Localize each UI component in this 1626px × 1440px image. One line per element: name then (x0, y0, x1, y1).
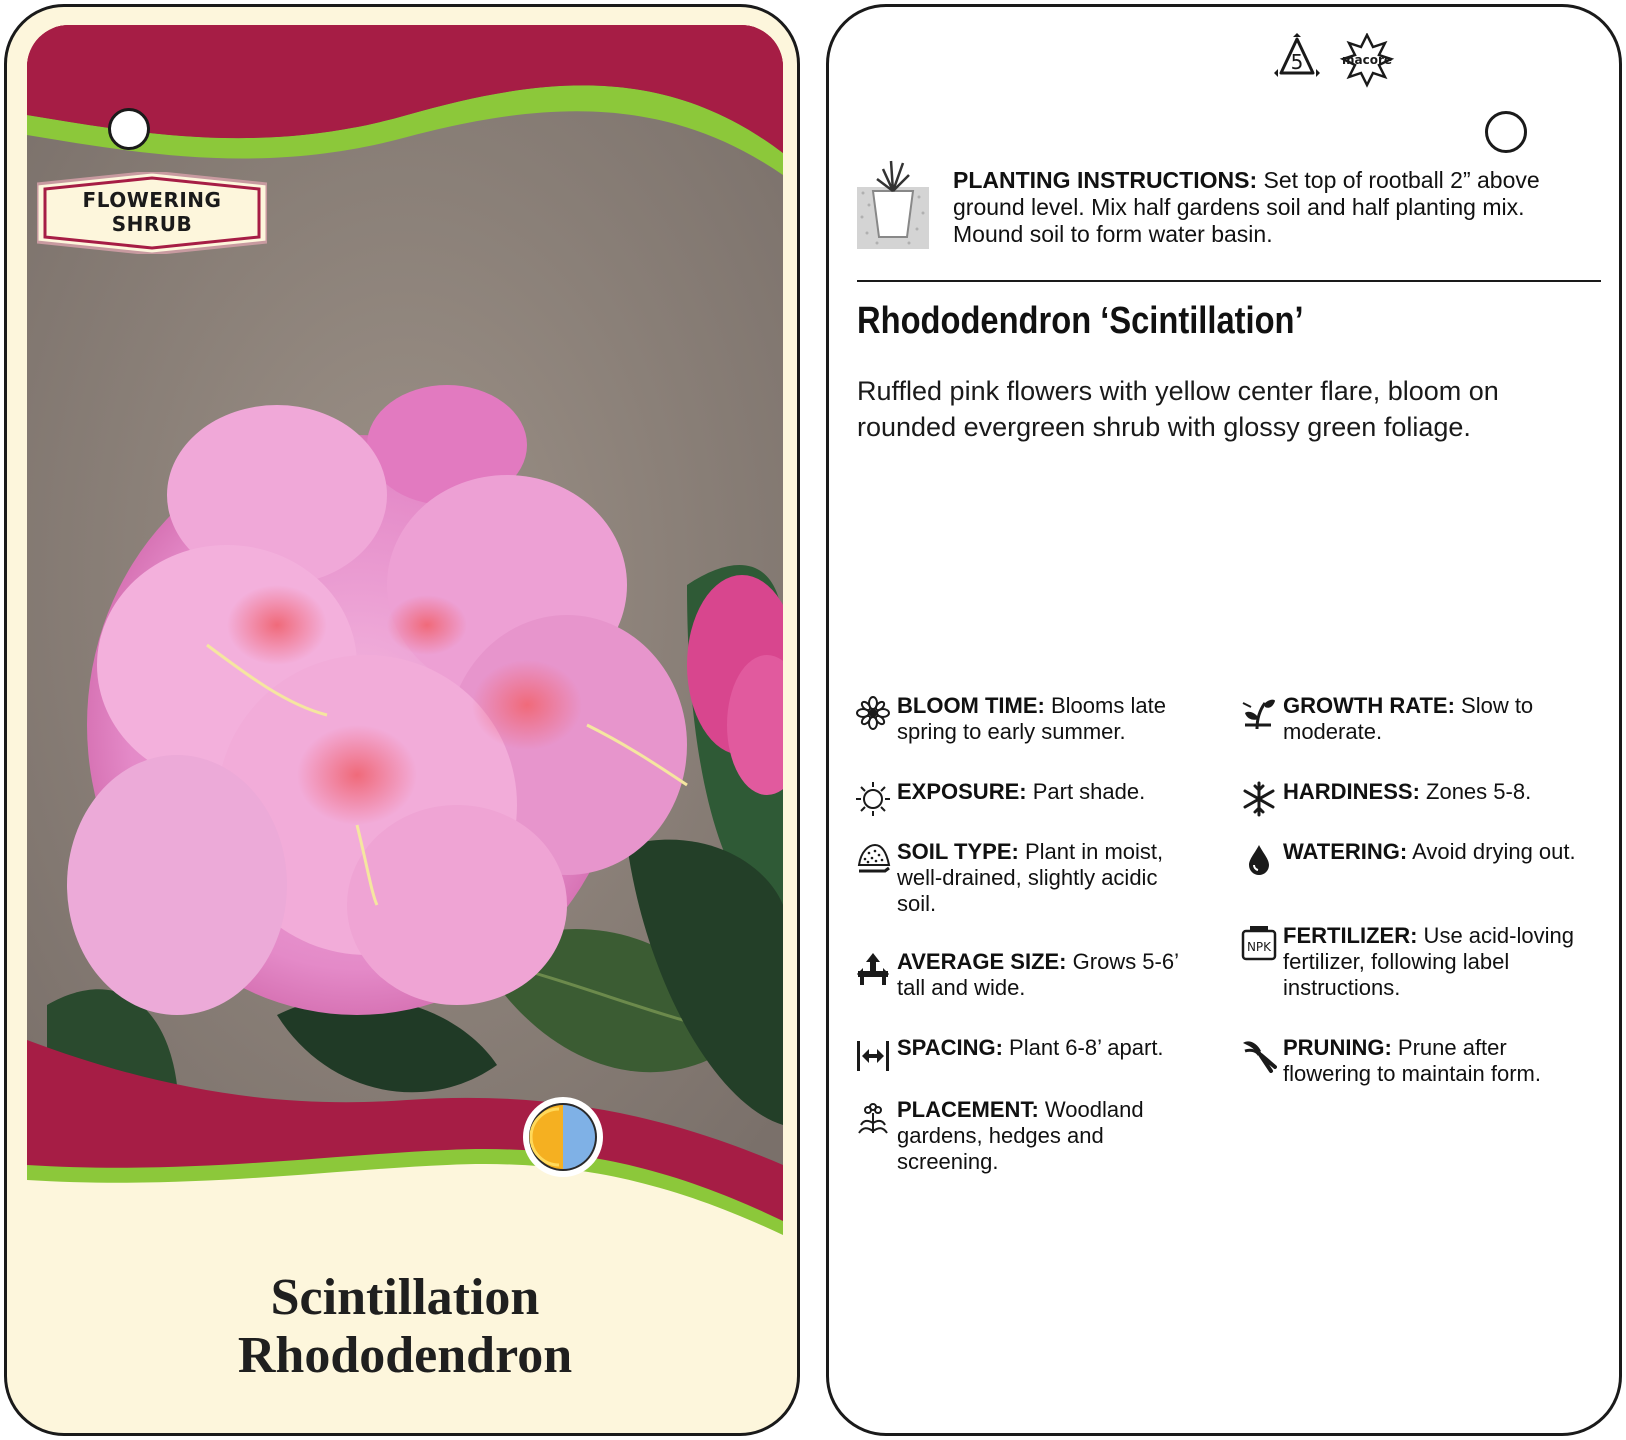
planting-pot-icon (857, 153, 929, 249)
item-text: Blooms late spring to early summer. (897, 693, 1166, 744)
category-text (37, 188, 267, 236)
sun-outline-icon (855, 781, 891, 817)
item-label: PLACEMENT: (897, 1097, 1039, 1122)
planting-instructions (953, 167, 1573, 248)
item-text: Part shade. (1026, 779, 1146, 804)
item-label: FERTILIZER: (1283, 923, 1418, 948)
botanical-name: Rhododendron ‘Scintillation’ (857, 300, 1304, 342)
item-text: Use acid-loving fertilizer, following label instructions. (1283, 923, 1574, 1000)
planting-text: Set top of rootball 2” above ground level. Mix half gardens soil and half planting mix. Mound soil to form water basin. (953, 167, 1540, 247)
fertilizer-npk-icon (1241, 925, 1277, 961)
item-label: BLOOM TIME: (897, 693, 1045, 718)
category-line-2: SHRUB (111, 212, 193, 236)
item-text: Prune after flowering to maintain form. (1283, 1035, 1541, 1086)
placement-icon (855, 1099, 891, 1135)
water-drop-icon (1241, 841, 1277, 877)
svg-text:5: 5 (1290, 50, 1304, 74)
sprout-icon (1241, 695, 1277, 731)
snowflake-icon (1241, 781, 1277, 817)
common-name (7, 1269, 800, 1385)
svg-text:macore: macore (1341, 53, 1393, 67)
item-label: EXPOSURE: (897, 779, 1027, 804)
svg-text:NPK: NPK (1246, 940, 1272, 954)
item-text: Avoid drying out. (1407, 839, 1576, 864)
recycle-icon (1274, 33, 1320, 77)
item-label: WATERING: (1283, 839, 1408, 864)
macore-logo (1342, 35, 1392, 85)
planting-label: PLANTING INSTRUCTIONS: (953, 167, 1258, 193)
hang-hole (1485, 111, 1527, 153)
item-text: Plant in moist, well-drained, slightly acidic soil. (897, 839, 1164, 916)
category-badge (37, 172, 267, 254)
item-label: GROWTH RATE: (1283, 693, 1455, 718)
size-icon (855, 951, 891, 987)
item-text: Zones 5-8. (1419, 779, 1532, 804)
item-text: Woodland gardens, hedges and screening. (897, 1097, 1144, 1174)
item-label: SOIL TYPE: (897, 839, 1019, 864)
part-shade-sun-icon (521, 1095, 605, 1179)
divider (857, 280, 1601, 282)
hang-hole (108, 108, 150, 150)
recycle-and-brand-logos (1273, 33, 1403, 91)
item-text: Plant 6-8’ apart. (1002, 1035, 1164, 1060)
pruners-icon (1241, 1037, 1277, 1073)
item-label: PRUNING: (1283, 1035, 1392, 1060)
item-text: Slow to moderate. (1283, 693, 1534, 744)
spacing-icon (855, 1037, 891, 1073)
item-label: SPACING: (897, 1035, 1003, 1060)
item-label: HARDINESS: (1283, 779, 1420, 804)
soil-icon (855, 841, 891, 877)
common-name-line-1: Scintillation (270, 1269, 540, 1326)
flower-icon (855, 695, 891, 731)
item-text: Grows 5-6’ tall and wide. (897, 949, 1179, 1000)
plant-tag-back (826, 4, 1622, 1436)
plant-description: Ruffled pink flowers with yellow center flare, bloom on rounded evergreen shrub with glossy green foliage. (857, 376, 1499, 442)
category-line-1: FLOWERING (82, 188, 222, 212)
common-name-line-2: Rhododendron (237, 1327, 573, 1384)
plant-tag-front (4, 4, 800, 1436)
item-label: AVERAGE SIZE: (897, 949, 1067, 974)
